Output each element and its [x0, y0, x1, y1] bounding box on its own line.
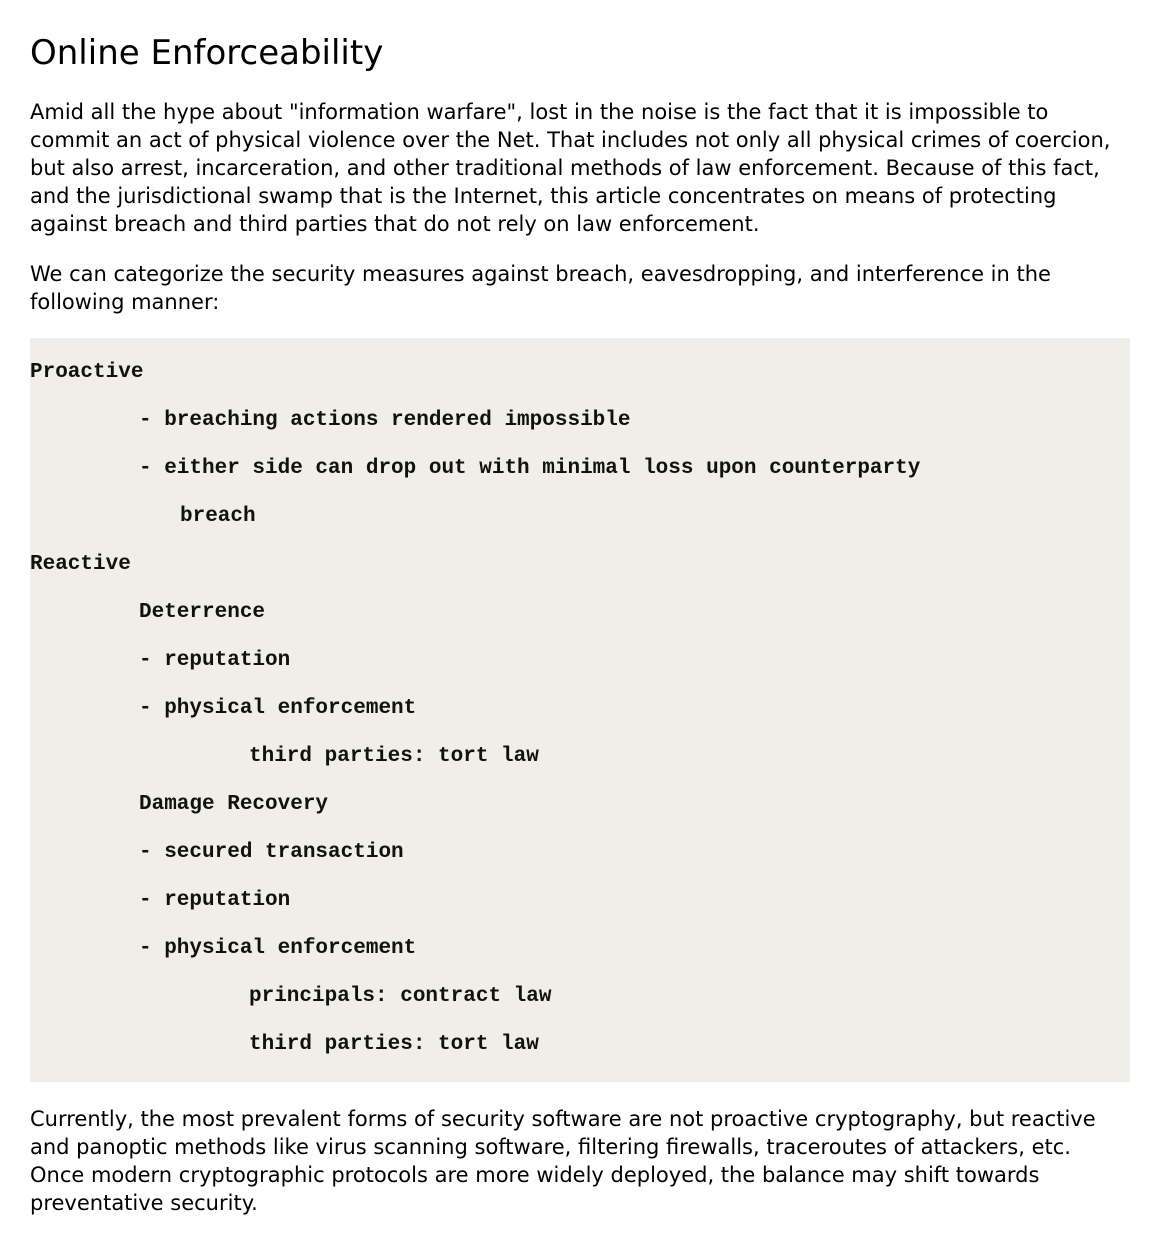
damage-recovery-item: - reputation: [139, 889, 291, 912]
proactive-heading: Proactive: [30, 361, 144, 384]
intro-paragraph: Amid all the hype about "information warfare", lost in the noise is the fact that it is impossible to commit an act of physical violence over the Net. That includes not only all physical crimes of coercion, but also arrest, incarceration, and other traditional methods of law enforcement. Because of this fact, and the jurisdictional swamp that is the Internet, this article concentrates on means of protecting against breach and third parties that do not rely on law enforcement.: [30, 100, 1111, 236]
conclusion-paragraph: Currently, the most prevalent forms of security software are not proactive cryptography, but reactive and panoptic methods like virus scanning software, filtering firewalls, traceroutes of attackers, etc. Once modern cryptographic protocols are more widely deployed, the balance may shift towards preventative security.: [30, 1107, 1096, 1215]
proactive-item-continuation: breach: [180, 505, 256, 528]
reactive-heading: Reactive: [30, 553, 131, 576]
damage-recovery-subitem: third parties: tort law: [249, 1033, 539, 1056]
deterrence-item: - reputation: [139, 649, 291, 672]
security-measures-outline: [30, 338, 1130, 1082]
proactive-item: - either side can drop out with minimal loss upon counterparty: [139, 457, 921, 480]
deterrence-item: - physical enforcement: [139, 697, 417, 720]
damage-recovery-heading: Damage Recovery: [139, 793, 329, 816]
deterrence-heading: Deterrence: [139, 601, 266, 624]
proactive-item: - breaching actions rendered impossible: [139, 409, 631, 432]
deterrence-subitem: third parties: tort law: [249, 745, 539, 768]
page-title: Online Enforceability: [30, 33, 384, 73]
damage-recovery-subitem: principals: contract law: [249, 985, 552, 1008]
damage-recovery-item: - secured transaction: [139, 841, 404, 864]
categorize-paragraph: We can categorize the security measures against breach, eavesdropping, and interference in the following manner:: [30, 262, 1051, 314]
damage-recovery-item: - physical enforcement: [139, 937, 417, 960]
